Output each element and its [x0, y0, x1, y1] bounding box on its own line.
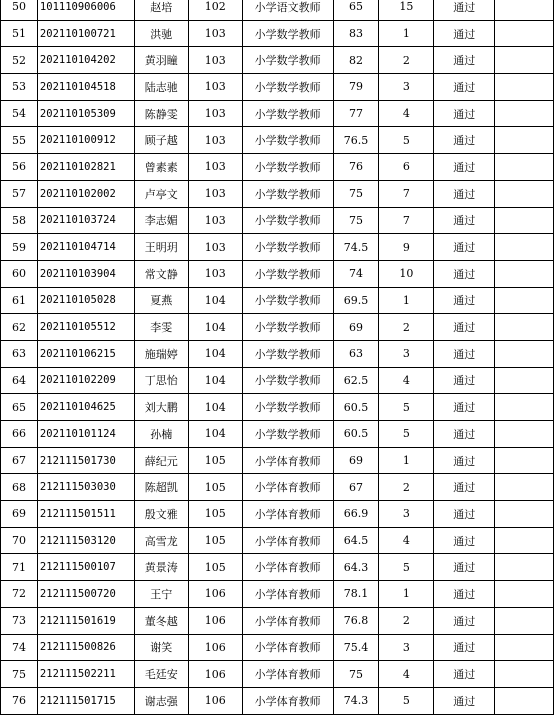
- table-row: [1, 661, 554, 688]
- exam-id-cell: 202110100721: [37, 20, 134, 47]
- remark-cell: [495, 180, 554, 207]
- exam-id-cell: 212111503120: [37, 527, 134, 554]
- name-cell: 陆志驰: [134, 74, 188, 101]
- score-cell: 82: [333, 47, 379, 74]
- remark-cell: [495, 394, 554, 421]
- position-code-cell: 105: [188, 527, 242, 554]
- exam-id-cell: 202110103904: [37, 260, 134, 287]
- position-code-cell: 103: [188, 180, 242, 207]
- rank-cell: 7: [379, 207, 434, 234]
- result-cell: 通过: [434, 47, 495, 74]
- score-cell: 74: [333, 260, 379, 287]
- result-cell: 通过: [434, 340, 495, 367]
- result-cell: 通过: [434, 314, 495, 341]
- position-code-cell: 103: [188, 74, 242, 101]
- seq-cell: 67: [1, 447, 38, 474]
- name-cell: 王明玥: [134, 234, 188, 261]
- position-code-cell: 103: [188, 234, 242, 261]
- rank-cell: 1: [379, 581, 434, 608]
- seq-cell: 76: [1, 687, 38, 714]
- score-cell: 60.5: [333, 421, 379, 448]
- exam-id-cell: 202110104714: [37, 234, 134, 261]
- position-cell: 小学数学教师: [242, 180, 333, 207]
- seq-cell: 75: [1, 661, 38, 688]
- result-cell: 通过: [434, 554, 495, 581]
- seq-cell: 64: [1, 367, 38, 394]
- score-cell: 75: [333, 661, 379, 688]
- position-code-cell: 104: [188, 340, 242, 367]
- result-cell: 通过: [434, 100, 495, 127]
- table-row: [1, 127, 554, 154]
- name-cell: 卢亭文: [134, 180, 188, 207]
- result-cell: 通过: [434, 20, 495, 47]
- seq-cell: 55: [1, 127, 38, 154]
- remark-cell: [495, 0, 554, 20]
- name-cell: 李雯: [134, 314, 188, 341]
- score-cell: 76: [333, 154, 379, 181]
- table-row: [1, 447, 554, 474]
- seq-cell: 70: [1, 527, 38, 554]
- remark-cell: [495, 607, 554, 634]
- rank-cell: 3: [379, 634, 434, 661]
- rank-cell: 10: [379, 260, 434, 287]
- rank-cell: 5: [379, 687, 434, 714]
- remark-cell: [495, 207, 554, 234]
- result-cell: 通过: [434, 367, 495, 394]
- score-cell: 76.8: [333, 607, 379, 634]
- rank-cell: 4: [379, 527, 434, 554]
- position-cell: 小学数学教师: [242, 314, 333, 341]
- exam-id-cell: 202110105028: [37, 287, 134, 314]
- table-row: [1, 607, 554, 634]
- rank-cell: 3: [379, 74, 434, 101]
- seq-cell: 57: [1, 180, 38, 207]
- position-cell: 小学数学教师: [242, 340, 333, 367]
- remark-cell: [495, 421, 554, 448]
- table-row: [1, 634, 554, 661]
- result-cell: 通过: [434, 207, 495, 234]
- result-cell: 通过: [434, 474, 495, 501]
- seq-cell: 63: [1, 340, 38, 367]
- rank-cell: 1: [379, 287, 434, 314]
- table-row: [1, 554, 554, 581]
- table-row: [1, 180, 554, 207]
- position-code-cell: 102: [188, 0, 242, 20]
- score-cell: 83: [333, 20, 379, 47]
- result-cell: 通过: [434, 154, 495, 181]
- remark-cell: [495, 154, 554, 181]
- rank-cell: 15: [379, 0, 434, 20]
- table-row: [1, 501, 554, 528]
- rank-cell: 4: [379, 367, 434, 394]
- exam-id-cell: 202110102002: [37, 180, 134, 207]
- position-cell: 小学体育教师: [242, 447, 333, 474]
- rank-cell: 4: [379, 100, 434, 127]
- exam-id-cell: 212111501730: [37, 447, 134, 474]
- exam-id-cell: 212111500720: [37, 581, 134, 608]
- rank-cell: 5: [379, 394, 434, 421]
- seq-cell: 53: [1, 74, 38, 101]
- table-row: [1, 474, 554, 501]
- name-cell: 谢志强: [134, 687, 188, 714]
- position-cell: 小学体育教师: [242, 474, 333, 501]
- position-cell: 小学数学教师: [242, 100, 333, 127]
- score-cell: 69: [333, 447, 379, 474]
- name-cell: 刘大鹏: [134, 394, 188, 421]
- score-cell: 76.5: [333, 127, 379, 154]
- exam-id-cell: 202110104625: [37, 394, 134, 421]
- score-cell: 60.5: [333, 394, 379, 421]
- result-cell: 通过: [434, 634, 495, 661]
- score-cell: 65: [333, 0, 379, 20]
- table-row: [1, 100, 554, 127]
- seq-cell: 50: [1, 0, 38, 20]
- table-row: [1, 260, 554, 287]
- position-cell: 小学数学教师: [242, 207, 333, 234]
- seq-cell: 72: [1, 581, 38, 608]
- seq-cell: 58: [1, 207, 38, 234]
- remark-cell: [495, 260, 554, 287]
- position-code-cell: 105: [188, 474, 242, 501]
- seq-cell: 74: [1, 634, 38, 661]
- remark-cell: [495, 100, 554, 127]
- position-code-cell: 104: [188, 314, 242, 341]
- position-cell: 小学体育教师: [242, 501, 333, 528]
- position-code-cell: 103: [188, 20, 242, 47]
- table-row: [1, 234, 554, 261]
- remark-cell: [495, 661, 554, 688]
- name-cell: 顾子越: [134, 127, 188, 154]
- name-cell: 董冬越: [134, 607, 188, 634]
- remark-cell: [495, 287, 554, 314]
- name-cell: 陈超凯: [134, 474, 188, 501]
- score-cell: 63: [333, 340, 379, 367]
- result-cell: 通过: [434, 581, 495, 608]
- seq-cell: 73: [1, 607, 38, 634]
- rank-cell: 7: [379, 180, 434, 207]
- score-cell: 67: [333, 474, 379, 501]
- remark-cell: [495, 234, 554, 261]
- score-cell: 64.3: [333, 554, 379, 581]
- table-row: [1, 367, 554, 394]
- remark-cell: [495, 47, 554, 74]
- score-cell: 74.3: [333, 687, 379, 714]
- rank-cell: 1: [379, 20, 434, 47]
- exam-id-cell: 202110102209: [37, 367, 134, 394]
- position-code-cell: 104: [188, 421, 242, 448]
- exam-id-cell: 202110105309: [37, 100, 134, 127]
- seq-cell: 65: [1, 394, 38, 421]
- remark-cell: [495, 474, 554, 501]
- position-cell: 小学数学教师: [242, 287, 333, 314]
- seq-cell: 69: [1, 501, 38, 528]
- remark-cell: [495, 554, 554, 581]
- position-cell: 小学数学教师: [242, 74, 333, 101]
- exam-id-cell: 212111500107: [37, 554, 134, 581]
- exam-id-cell: 202110106215: [37, 340, 134, 367]
- score-cell: 75: [333, 207, 379, 234]
- name-cell: 常文静: [134, 260, 188, 287]
- position-cell: 小学体育教师: [242, 581, 333, 608]
- remark-cell: [495, 340, 554, 367]
- table-row: [1, 527, 554, 554]
- position-cell: 小学语文教师: [242, 0, 333, 20]
- position-code-cell: 103: [188, 154, 242, 181]
- position-cell: 小学体育教师: [242, 527, 333, 554]
- table-row: [1, 421, 554, 448]
- name-cell: 陈静雯: [134, 100, 188, 127]
- result-cell: 通过: [434, 687, 495, 714]
- table-body: [1, 0, 554, 714]
- rank-cell: 5: [379, 421, 434, 448]
- seq-cell: 61: [1, 287, 38, 314]
- name-cell: 黄景涛: [134, 554, 188, 581]
- position-cell: 小学体育教师: [242, 687, 333, 714]
- position-cell: 小学数学教师: [242, 127, 333, 154]
- seq-cell: 54: [1, 100, 38, 127]
- rank-cell: 2: [379, 47, 434, 74]
- seq-cell: 56: [1, 154, 38, 181]
- rank-cell: 3: [379, 340, 434, 367]
- exam-id-cell: 212111502211: [37, 661, 134, 688]
- remark-cell: [495, 501, 554, 528]
- remark-cell: [495, 581, 554, 608]
- position-cell: 小学数学教师: [242, 421, 333, 448]
- exam-id-cell: 101110906006: [37, 0, 134, 20]
- score-cell: 74.5: [333, 234, 379, 261]
- table-row: [1, 581, 554, 608]
- seq-cell: 62: [1, 314, 38, 341]
- result-cell: 通过: [434, 180, 495, 207]
- seq-cell: 60: [1, 260, 38, 287]
- exam-id-cell: 212111501511: [37, 501, 134, 528]
- result-cell: 通过: [434, 260, 495, 287]
- score-cell: 69.5: [333, 287, 379, 314]
- name-cell: 夏燕: [134, 287, 188, 314]
- table-row: [1, 287, 554, 314]
- seq-cell: 66: [1, 421, 38, 448]
- position-cell: 小学数学教师: [242, 260, 333, 287]
- seq-cell: 71: [1, 554, 38, 581]
- remark-cell: [495, 127, 554, 154]
- table-row: [1, 47, 554, 74]
- position-code-cell: 103: [188, 207, 242, 234]
- position-cell: 小学数学教师: [242, 154, 333, 181]
- result-cell: 通过: [434, 74, 495, 101]
- exam-id-cell: 202110104518: [37, 74, 134, 101]
- position-code-cell: 106: [188, 634, 242, 661]
- name-cell: 施瑞婷: [134, 340, 188, 367]
- name-cell: 薛纪元: [134, 447, 188, 474]
- result-cell: 通过: [434, 0, 495, 20]
- table-row: [1, 394, 554, 421]
- exam-id-cell: 212111501715: [37, 687, 134, 714]
- name-cell: 毛廷安: [134, 661, 188, 688]
- position-cell: 小学数学教师: [242, 394, 333, 421]
- result-cell: 通过: [434, 661, 495, 688]
- position-cell: 小学体育教师: [242, 661, 333, 688]
- name-cell: 曾素素: [134, 154, 188, 181]
- table-row: [1, 0, 554, 20]
- remark-cell: [495, 20, 554, 47]
- rank-cell: 9: [379, 234, 434, 261]
- result-cell: 通过: [434, 394, 495, 421]
- position-code-cell: 104: [188, 367, 242, 394]
- seq-cell: 59: [1, 234, 38, 261]
- result-cell: 通过: [434, 234, 495, 261]
- position-cell: 小学体育教师: [242, 554, 333, 581]
- table-row: [1, 314, 554, 341]
- remark-cell: [495, 447, 554, 474]
- rank-cell: 5: [379, 127, 434, 154]
- rank-cell: 4: [379, 661, 434, 688]
- score-cell: 66.9: [333, 501, 379, 528]
- position-code-cell: 103: [188, 260, 242, 287]
- exam-id-cell: 202110105512: [37, 314, 134, 341]
- position-code-cell: 105: [188, 501, 242, 528]
- name-cell: 孙楠: [134, 421, 188, 448]
- rank-cell: 1: [379, 447, 434, 474]
- table-row: [1, 154, 554, 181]
- rank-cell: 3: [379, 501, 434, 528]
- rank-cell: 6: [379, 154, 434, 181]
- result-cell: 通过: [434, 287, 495, 314]
- score-cell: 75: [333, 180, 379, 207]
- name-cell: 高雪龙: [134, 527, 188, 554]
- position-cell: 小学数学教师: [242, 234, 333, 261]
- exam-id-cell: 202110103724: [37, 207, 134, 234]
- table-row: [1, 207, 554, 234]
- position-code-cell: 106: [188, 661, 242, 688]
- exam-id-cell: 202110104202: [37, 47, 134, 74]
- exam-id-cell: 202110100912: [37, 127, 134, 154]
- position-code-cell: 106: [188, 581, 242, 608]
- score-cell: 78.1: [333, 581, 379, 608]
- position-cell: 小学数学教师: [242, 47, 333, 74]
- result-cell: 通过: [434, 127, 495, 154]
- table-row: [1, 687, 554, 714]
- score-cell: 64.5: [333, 527, 379, 554]
- result-cell: 通过: [434, 447, 495, 474]
- name-cell: 洪驰: [134, 20, 188, 47]
- position-cell: 小学体育教师: [242, 634, 333, 661]
- position-cell: 小学数学教师: [242, 20, 333, 47]
- result-cell: 通过: [434, 607, 495, 634]
- position-code-cell: 106: [188, 607, 242, 634]
- name-cell: 王宁: [134, 581, 188, 608]
- result-cell: 通过: [434, 421, 495, 448]
- position-code-cell: 106: [188, 687, 242, 714]
- seq-cell: 52: [1, 47, 38, 74]
- name-cell: 赵培: [134, 0, 188, 20]
- rank-cell: 2: [379, 314, 434, 341]
- table-row: [1, 340, 554, 367]
- score-cell: 69: [333, 314, 379, 341]
- seq-cell: 68: [1, 474, 38, 501]
- table-row: [1, 20, 554, 47]
- position-code-cell: 105: [188, 554, 242, 581]
- score-cell: 62.5: [333, 367, 379, 394]
- rank-cell: 5: [379, 554, 434, 581]
- result-cell: 通过: [434, 501, 495, 528]
- score-cell: 79: [333, 74, 379, 101]
- remark-cell: [495, 367, 554, 394]
- name-cell: 丁思怡: [134, 367, 188, 394]
- remark-cell: [495, 634, 554, 661]
- exam-id-cell: 212111500826: [37, 634, 134, 661]
- position-code-cell: 104: [188, 394, 242, 421]
- seq-cell: 51: [1, 20, 38, 47]
- position-cell: 小学数学教师: [242, 367, 333, 394]
- position-code-cell: 104: [188, 287, 242, 314]
- name-cell: 谢笑: [134, 634, 188, 661]
- remark-cell: [495, 687, 554, 714]
- result-cell: 通过: [434, 527, 495, 554]
- remark-cell: [495, 314, 554, 341]
- exam-id-cell: 202110101124: [37, 421, 134, 448]
- name-cell: 李志媚: [134, 207, 188, 234]
- position-cell: 小学体育教师: [242, 607, 333, 634]
- remark-cell: [495, 527, 554, 554]
- exam-id-cell: 212111501619: [37, 607, 134, 634]
- position-code-cell: 105: [188, 447, 242, 474]
- position-code-cell: 103: [188, 47, 242, 74]
- table-row: [1, 74, 554, 101]
- rank-cell: 2: [379, 474, 434, 501]
- name-cell: 殷文雅: [134, 501, 188, 528]
- position-code-cell: 103: [188, 100, 242, 127]
- remark-cell: [495, 74, 554, 101]
- score-cell: 75.4: [333, 634, 379, 661]
- name-cell: 黄羽瞳: [134, 47, 188, 74]
- score-cell: 77: [333, 100, 379, 127]
- exam-id-cell: 202110102821: [37, 154, 134, 181]
- position-code-cell: 103: [188, 127, 242, 154]
- exam-id-cell: 212111503030: [37, 474, 134, 501]
- rank-cell: 2: [379, 607, 434, 634]
